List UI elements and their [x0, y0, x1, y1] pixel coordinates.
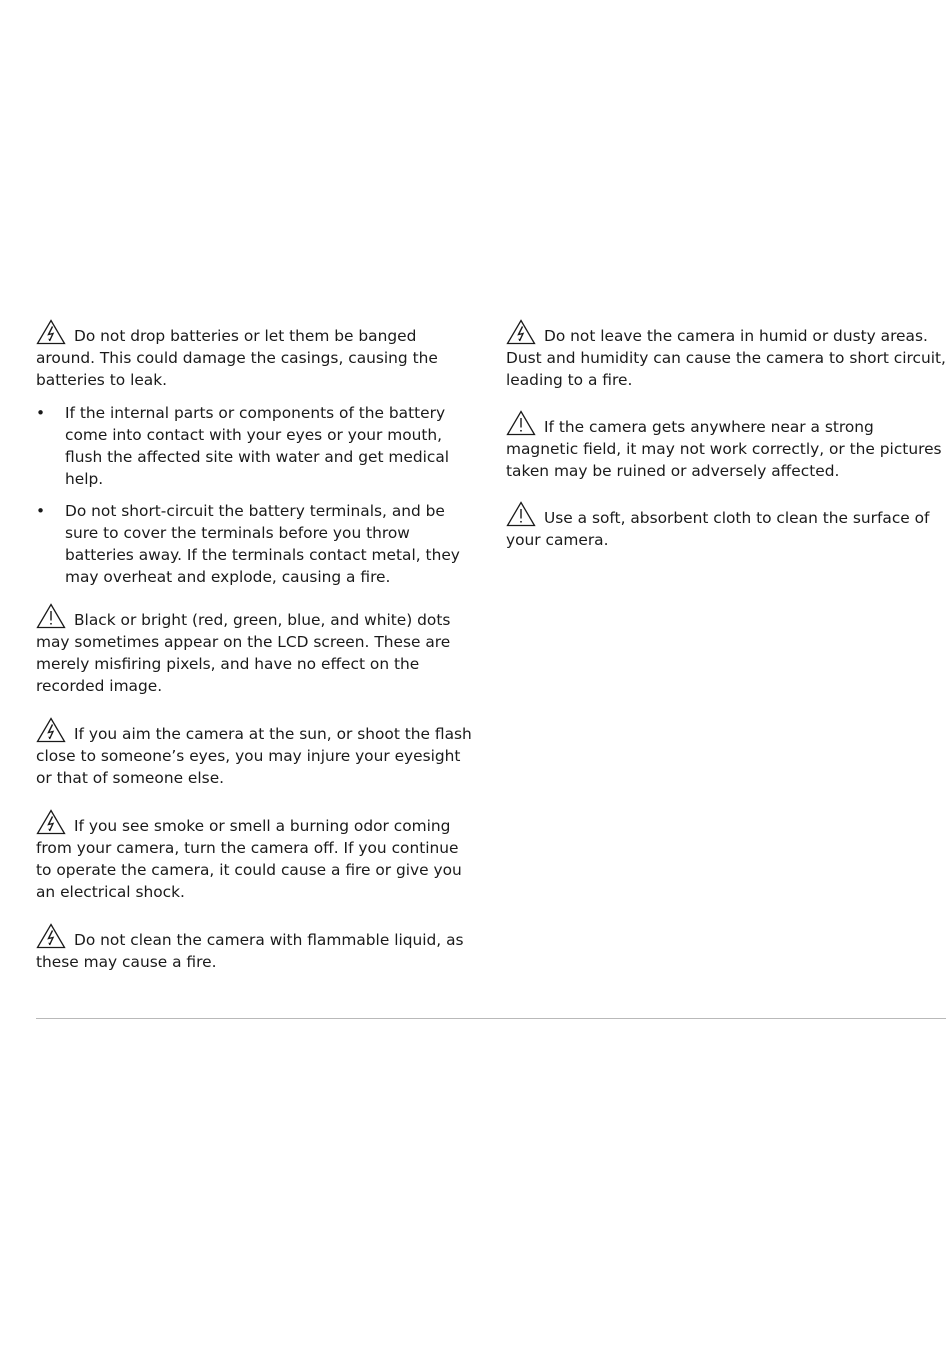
- warning-flammable: [36, 923, 472, 973]
- electrical-hazard-icon: [506, 319, 536, 345]
- list-item-text: If the internal parts or components of the battery come into contact with your eyes or your mouth, flush the affected site with water and get medical help.: [65, 404, 450, 488]
- warning-text: If you aim the camera at the sun, or shoot the flash close to someone’s eyes, you may injure your eyesight or that of someone else.: [36, 725, 472, 787]
- warning-magnetic: [506, 410, 946, 482]
- left-column: [36, 319, 472, 973]
- warning-text: Black or bright (red, green, blue, and white) dots may sometimes appear on the LCD screen. These are merely misfiring pixels, and have no effect on the recorded image.: [36, 611, 451, 695]
- electrical-hazard-icon: [36, 923, 66, 949]
- electrical-hazard-icon: [36, 717, 66, 743]
- warning-text: If you see smoke or smell a burning odor coming from your camera, turn the camera off. If you continue to operate the camera, it could cause a fire or give you an electrical shock.: [36, 817, 462, 901]
- list-item: [36, 500, 472, 588]
- warning-smoke: [36, 809, 472, 903]
- warning-battery-drop: [36, 319, 472, 391]
- footer-divider: [36, 1018, 946, 1019]
- list-item-text: Do not short-circuit the battery terminals, and be sure to cover the terminals before you throw batteries away. If the terminals contact metal, they may overheat and explode, causing a fire.: [65, 502, 460, 586]
- battery-bullet-list: [36, 402, 472, 588]
- warning-lcd-dots: [36, 603, 472, 697]
- warning-text: Do not clean the camera with flammable liquid, as these may cause a fire.: [36, 931, 464, 971]
- caution-icon: [36, 603, 66, 629]
- caution-icon: [506, 501, 536, 527]
- electrical-hazard-icon: [36, 319, 66, 345]
- warning-cloth: [506, 501, 946, 551]
- bullet-icon: •: [36, 404, 46, 422]
- warning-sun: [36, 717, 472, 789]
- warning-text: Do not drop batteries or let them be banged around. This could damage the casings, causing the batteries to leak.: [36, 327, 438, 389]
- electrical-hazard-icon: [36, 809, 66, 835]
- caution-icon: [506, 410, 536, 436]
- warning-text: If the camera gets anywhere near a strong magnetic field, it may not work correctly, or the pictures taken may be ruined or adversely affected.: [506, 418, 942, 480]
- bullet-icon: •: [36, 502, 46, 520]
- warning-text: Do not leave the camera in humid or dusty areas. Dust and humidity can cause the camera to short circuit, leading to a fire.: [506, 327, 946, 389]
- warning-humid: [506, 319, 946, 391]
- right-column: [506, 319, 946, 551]
- warning-text: Use a soft, absorbent cloth to clean the surface of your camera.: [506, 509, 930, 549]
- list-item: [36, 402, 472, 490]
